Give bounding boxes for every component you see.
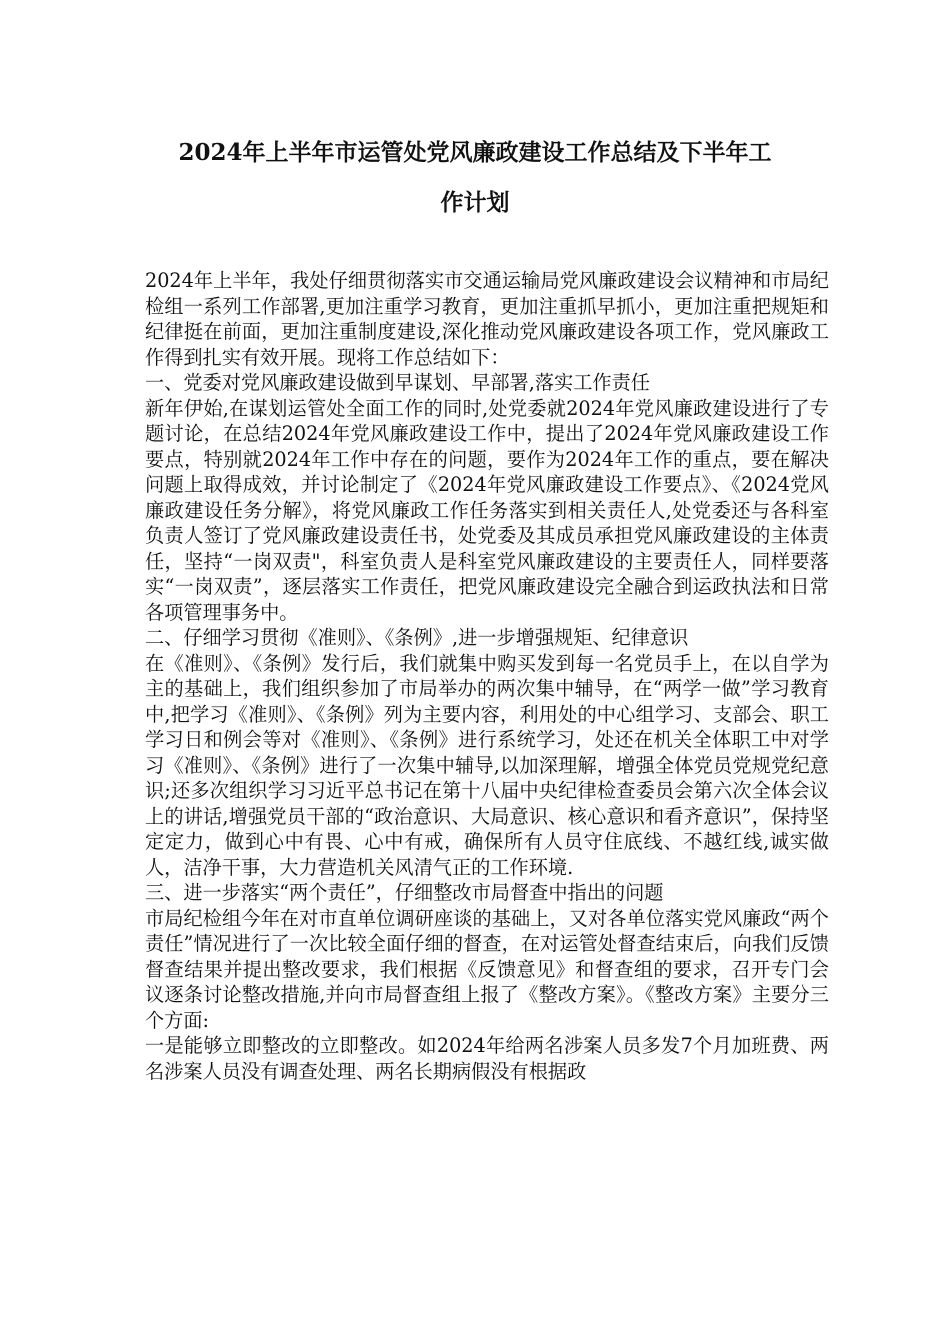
paragraph-section-2: 在《准则》、《条例》发行后，我们就集中购买发到每一名党员手上，在以自学为主的基础上，我们组织参加了市局举办的两次集中辅导，在“两学一做”学习教育中,把学习《准则》、《条例》列为主要内容，利用处的中心组学习、支部会、职工学习日和例会等对《准则》、《条例》进行系统学习，处还在机关全体职工中对学习《准则》、《条例》进行了一次集中辅导,以加深理解，增强全体党员党规党纪意识;还多次组织学习习近平总书记在第十八届中央纪律检查委员会第六次全体会议上的讲话,增强党员干部的“政治意识、大局意识、核心意识和看齐意识”，保持坚定定力，做到心中有畏、心中有戒，确保所有人员守住底线、不越红线,诚实做人，洁净干事，大力营造机关风清气正的工作环境. [145,651,829,879]
paragraph-section-3: 市局纪检组今年在对市直单位调研座谈的基础上，又对各单位落实党风廉政“两个责任”情况进行了一次比较全面仔细的督查，在对运管处督查结束后，向我们反馈督查结果并提出整改要求，我们根据《反馈意见》和督查组的要求，召开专门会议逐条讨论整改措施,并向市局督查组上报了《整改方案》。《整改方案》主要分三个方面: [145,906,829,1032]
title-line-2: 作计划 [440,189,510,216]
document-body [145,268,829,1084]
section-heading-3: 三、进一步落实“两个责任”，仔细整改市局督查中指出的问题 [145,881,664,904]
paragraph-intro: 2024年上半年，我处仔细贯彻落实市交通运输局党风廉政建设会议精神和市局纪检组一系列工作部署,更加注重学习教育，更加注重抓早抓小，更加注重把规矩和纪律挺在前面，更加注重制度建设,深化推动党风廉政建设各项工作，党风廉政工作得到扎实有效开展。现将工作总结如下： [145,269,829,369]
paragraph-section-1: 新年伊始,在谋划运管处全面工作的同时,处党委就2024年党风廉政建设进行了专题讨论，在总结2024年党风廉政建设工作中，提出了2024年党风廉政建设工作要点，特别就2024年工作中存在的问题，要作为2024年工作的重点，要在解决问题上取得成效，并讨论制定了《2024年党风廉政建设工作要点》、《2024党风廉政建设任务分解》，将党风廉政工作任务落实到相关责任人,处党委还与各科室负责人签订了党风廉政建设责任书，处党委及其成员承担党风廉政建设的主体责任，坚持“一岗双责"，科室负责人是科室党风廉政建设的主要责任人，同样要落实“一岗双责”，逐层落实工作责任，把党风廉政建设完全融合到运政执法和日常各项管理事务中。 [145,396,829,624]
title-line-1: 2024年上半年市运管处党风廉政建设工作总结及下半年工 [178,139,772,166]
paragraph-item-1: 一是能够立即整改的立即整改。如2024年给两名涉案人员多发7个月加班费、两名涉案人员没有调查处理、两名长期病假没有根据政 [145,1034,829,1083]
section-heading-2: 二、仔细学习贯彻《准则》、《条例》,进一步增强规矩、纪律意识 [145,626,689,649]
document-title [140,128,810,228]
section-heading-1: 一、党委对党风廉政建设做到早谋划、早部署,落实工作责任 [145,371,650,394]
